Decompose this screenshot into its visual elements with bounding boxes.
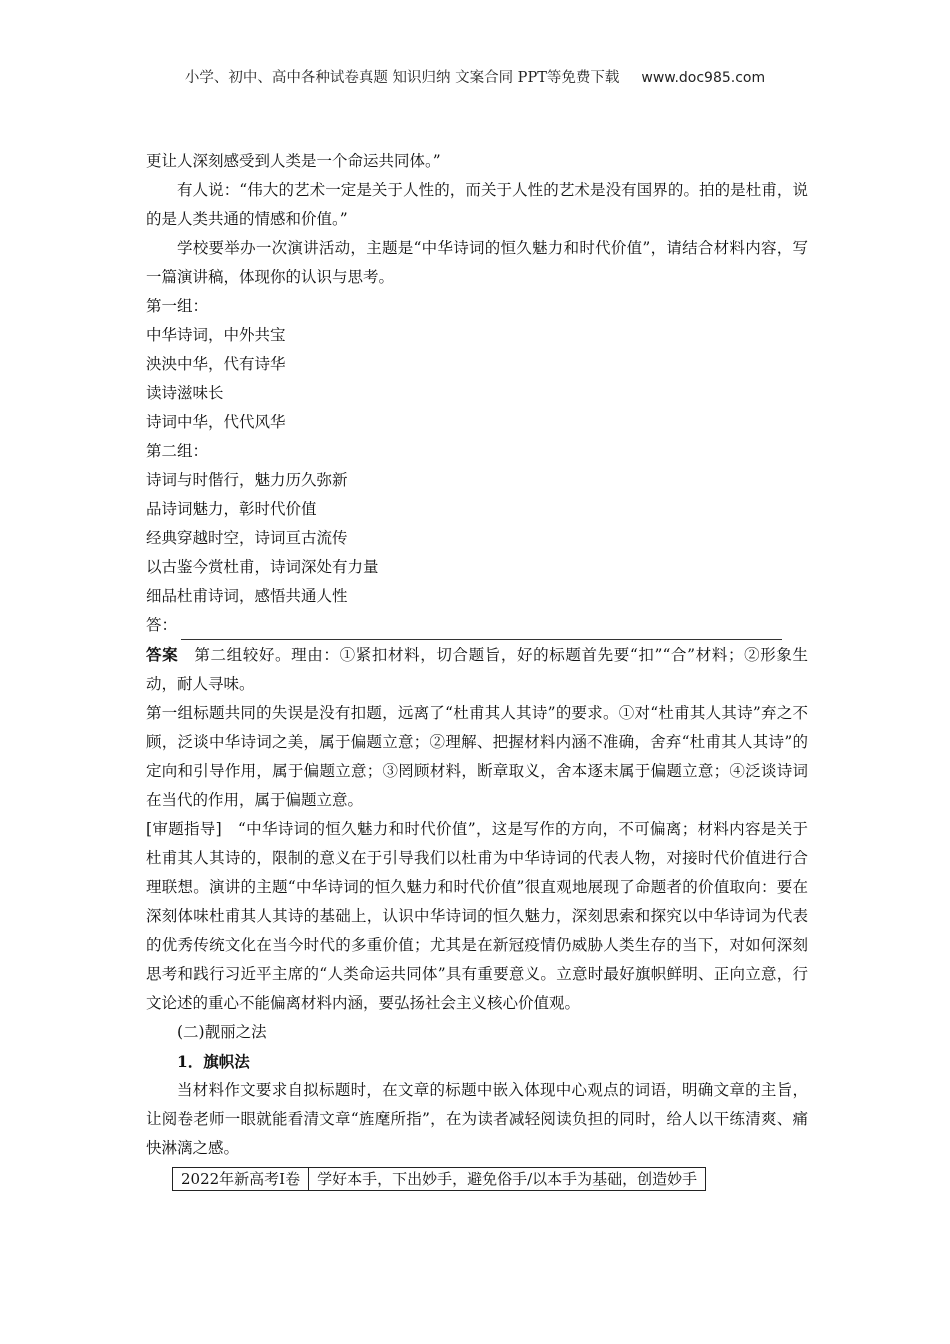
header-url[interactable]: www.doc985.com	[641, 70, 766, 86]
guide-label: [审题指导]	[146, 820, 222, 838]
guide-paragraph	[146, 815, 808, 1018]
group1-title: 诗词中华，代代风华	[146, 413, 286, 431]
table-cell-title: 学好本手，下出妙手，避免俗手/以本手为基础，创造妙手	[309, 1168, 706, 1191]
answer-prompt: 答：	[146, 616, 178, 634]
group1-title: 读诗滋味长	[146, 384, 224, 402]
table-cell-source: 2022年新高考Ⅰ卷	[173, 1168, 309, 1191]
group2-title: 诗词与时偕行，魅力历久弥新	[146, 471, 348, 489]
group1-title: 中华诗词，中外共宝	[146, 326, 286, 344]
paragraph-quote: 有人说：“伟大的艺术一定是关于人性的，而关于人性的艺术是没有国界的。拍的是杜甫，说的是人类共通的情感和价值。”	[146, 181, 808, 228]
example-table	[172, 1167, 706, 1191]
paragraph-method: 当材料作文要求自拟标题时，在文章的标题中嵌入体现中心观点的词语，明确文章的主旨，让阅卷老师一眼就能看清文章“旌麾所指”，在为读者减轻阅读负担的同时，给人以干练清爽、痛快淋漓之感。	[146, 1081, 808, 1157]
group1-title: 泱泱中华，代有诗华	[146, 355, 286, 373]
answer-paragraph	[146, 640, 808, 699]
paragraph-fault-analysis: 第一组标题共同的失误是没有扣题，远离了“杜甫其人其诗”的要求。①对“杜甫其人其诗”弃之不顾，泛谈中华诗词之美，属于偏题立意；②理解、把握材料内涵不准确，舍弃“杜甫其人其诗”的定向和引导作用，属于偏题立意；③罔顾材料，断章取义，舍本逐末属于偏题立意；④泛谈诗词在当代的作用，属于偏题立意。	[146, 704, 808, 809]
guide-text: “中华诗词的恒久魅力和时代价值”，这是写作的方向，不可偏离；材料内容是关于杜甫其人其诗的，限制的意义在于引导我们以杜甫为中华诗词的代表人物，对接时代价值进行合理联想。演讲的主题“中华诗词的恒久魅力和时代价值”很直观地展现了命题者的价值取向：要在深刻体味杜甫其人其诗的基础上，认识中华诗词的恒久魅力，深刻思索和探究以中华诗词为代表的优秀传统文化在当今时代的多重价值；尤其是在新冠疫情仍威胁人类生存的当下，对如何深刻思考和践行习近平主席的“人类命运共同体”具有重要意义。立意时最好旗帜鲜明、正向立意，行文论述的重心不能偏离材料内涵，要弘扬社会主义核心价值观。	[146, 820, 808, 1012]
group2-title: 品诗词魅力，彰时代价值	[146, 500, 317, 518]
answer-text: 第二组较好。理由：①紧扣材料，切合题旨，好的标题首先要“扣”“合”材料；②形象生动，耐人寻味。	[146, 646, 808, 693]
table-row	[173, 1168, 706, 1191]
answer-prompt-line	[146, 611, 808, 640]
section-title: (二)靓丽之法	[177, 1023, 267, 1041]
group2-label: 第二组：	[146, 442, 209, 460]
paragraph-task: 学校要举办一次演讲活动，主题是“中华诗词的恒久魅力和时代价值”，请结合材料内容，写一篇演讲稿，体现你的认识与思考。	[146, 239, 808, 286]
group2-title: 细品杜甫诗词，感悟共通人性	[146, 587, 348, 605]
answer-blank-line	[181, 619, 782, 640]
group2-title: 经典穿越时空，诗词亘古流传	[146, 529, 348, 547]
answer-label: 答案	[146, 645, 179, 664]
group2-title: 以古鉴今赏杜甫，诗词深处有力量	[146, 558, 379, 576]
document-body	[146, 147, 808, 1191]
page-header	[0, 66, 950, 87]
header-text: 小学、初中、高中各种试卷真题 知识归纳 文案合同 PPT等免费下载	[184, 70, 620, 86]
subsection-title: 1．旗帜法	[177, 1052, 250, 1071]
paragraph-continuation: 更让人深刻感受到人类是一个命运共同体。”	[146, 152, 441, 170]
group1-label: 第一组：	[146, 297, 209, 315]
